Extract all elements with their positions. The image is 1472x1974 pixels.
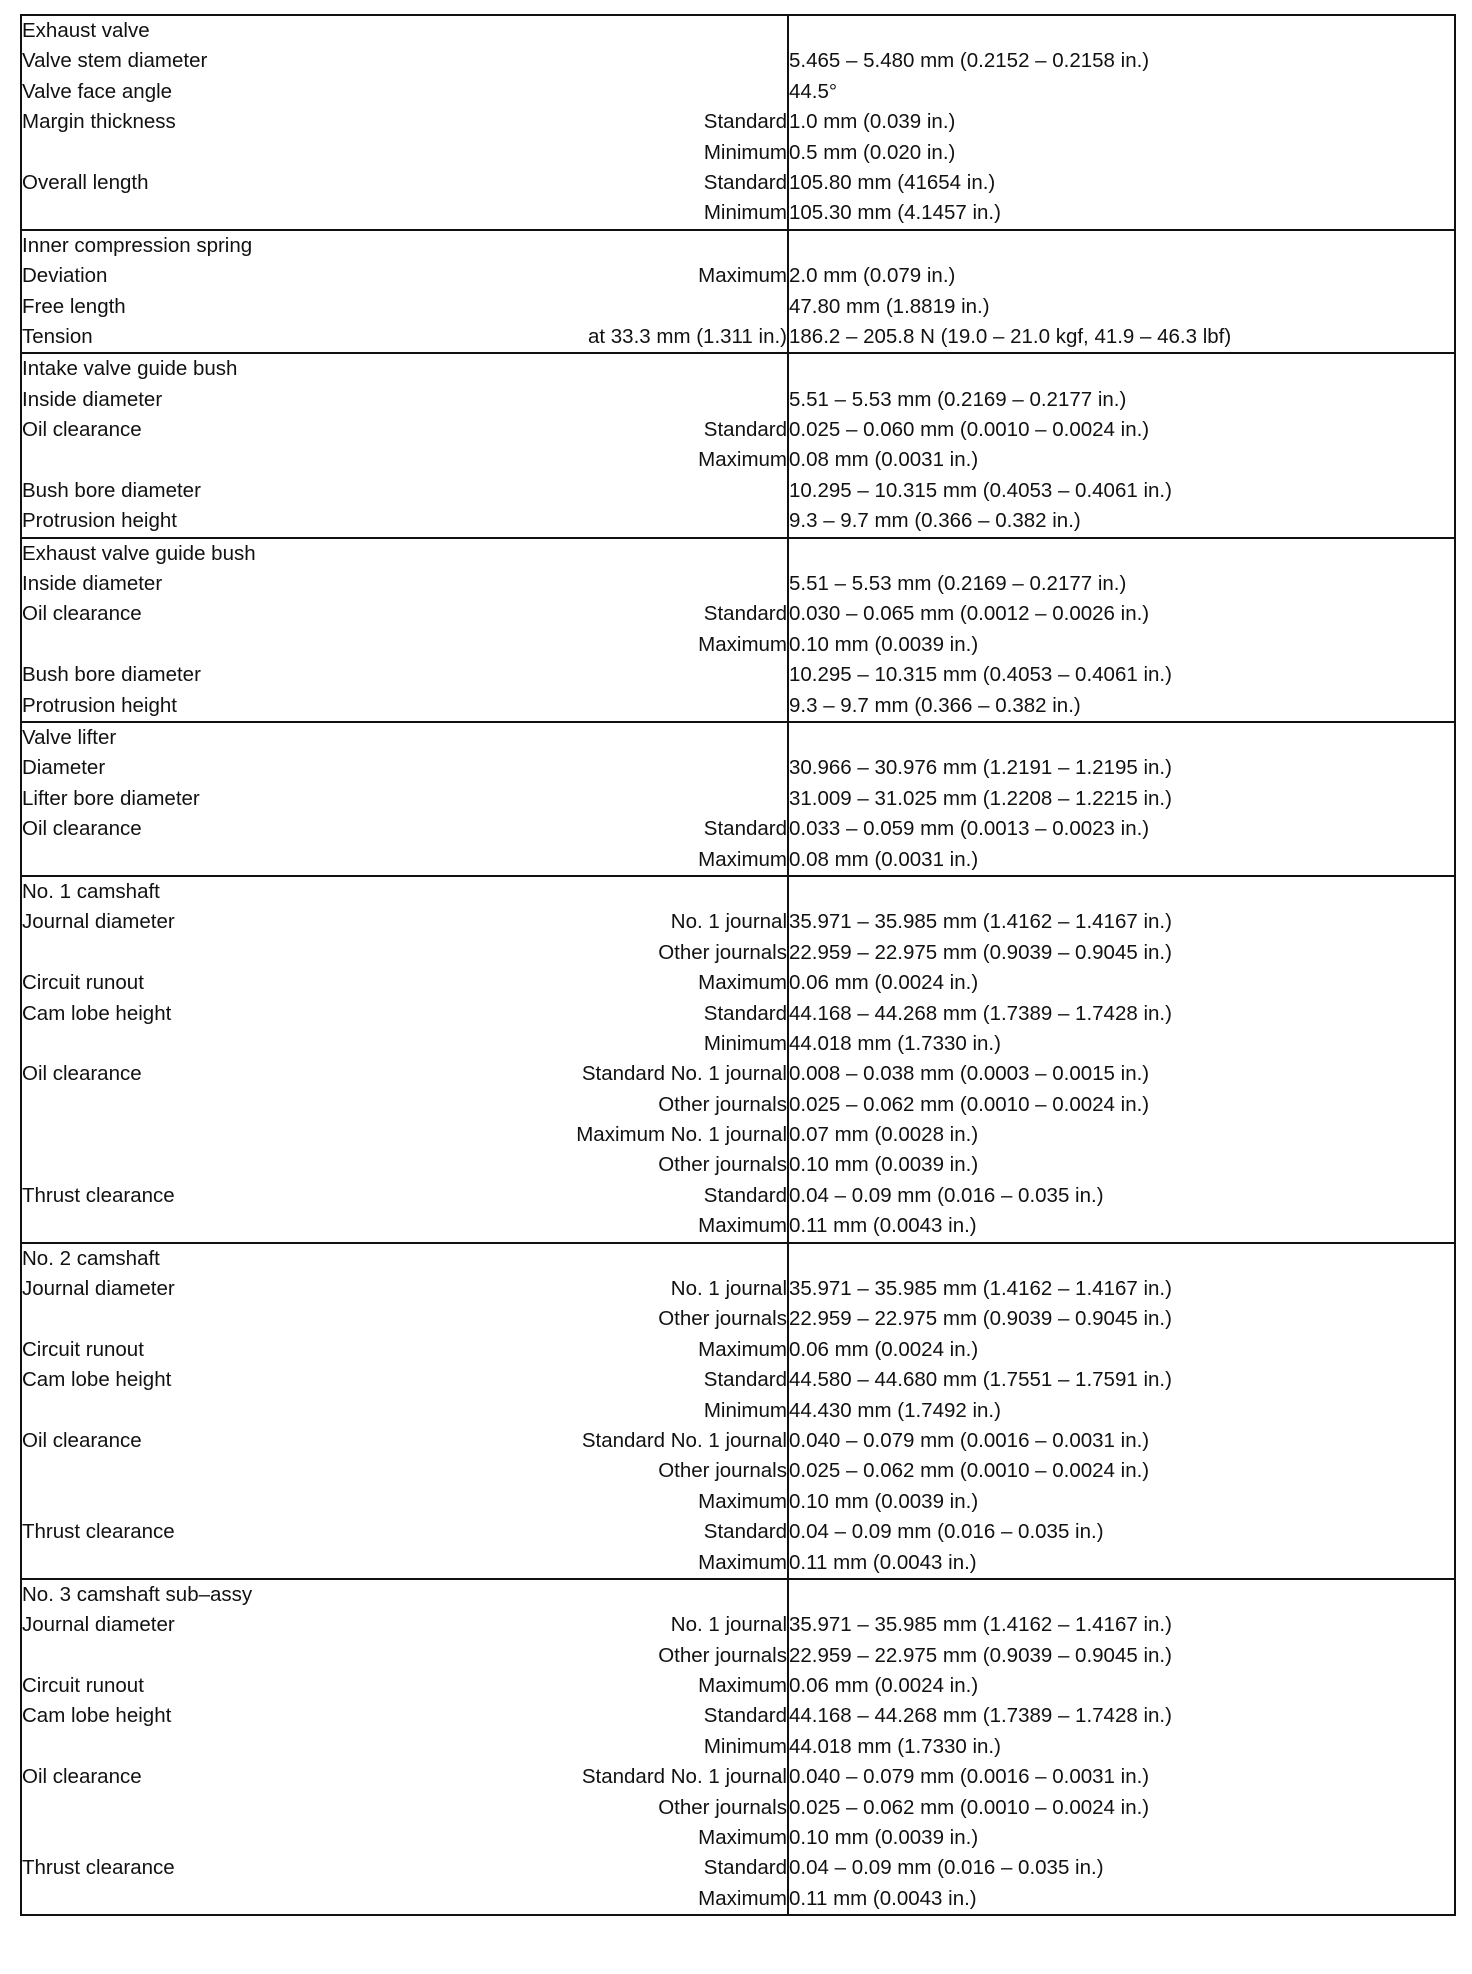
spec-parameter: Valve stem diameter	[22, 49, 208, 73]
spec-value: 0.11 mm (0.0043 in.)	[789, 1886, 977, 1910]
spec-condition: Standard	[703, 1704, 787, 1728]
spec-parameter: Circuit runout	[22, 971, 144, 995]
spec-row-label	[22, 691, 787, 721]
spec-value: 31.009 – 31.025 mm (1.2208 – 1.2215 in.)	[789, 786, 1172, 810]
section-title-spacer	[789, 16, 1454, 46]
spec-condition: at 33.3 mm (1.311 in.)	[587, 324, 787, 348]
spec-parameter: Thrust clearance	[22, 1520, 175, 1544]
spec-value: 44.430 mm (1.7492 in.)	[789, 1398, 1001, 1422]
spec-row-label	[22, 599, 787, 629]
spec-row-label	[22, 1304, 787, 1334]
spec-condition: Maximum	[698, 1826, 787, 1850]
spec-condition: Maximum No. 1 journal	[576, 1123, 787, 1147]
spec-value: 0.06 mm (0.0024 in.)	[789, 1674, 979, 1698]
spec-value: 0.08 mm (0.0031 in.)	[789, 448, 979, 472]
spec-table	[20, 14, 1456, 1916]
spec-value: 0.11 mm (0.0043 in.)	[789, 1550, 977, 1574]
section-value-cell	[788, 1579, 1455, 1915]
spec-row-label	[22, 1396, 787, 1426]
spec-parameter: Bush bore diameter	[22, 663, 201, 687]
spec-parameter: Journal diameter	[22, 1613, 175, 1637]
spec-row-label	[22, 1548, 787, 1578]
spec-row-label	[22, 1211, 787, 1241]
spec-row-label	[22, 999, 787, 1029]
section-title: No. 2 camshaft	[22, 1246, 160, 1270]
spec-row-label	[22, 845, 787, 875]
spec-value: 0.5 mm (0.020 in.)	[789, 140, 956, 164]
spec-value: 0.008 – 0.038 mm (0.0003 – 0.0015 in.)	[789, 1062, 1150, 1086]
spec-value: 0.08 mm (0.0031 in.)	[789, 847, 979, 871]
spec-value: 0.06 mm (0.0024 in.)	[789, 971, 979, 995]
spec-row-label	[22, 506, 787, 536]
spec-value: 44.168 – 44.268 mm (1.7389 – 1.7428 in.)	[789, 1704, 1172, 1728]
spec-section	[21, 1243, 1455, 1579]
spec-value: 0.025 – 0.062 mm (0.0010 – 0.0024 in.)	[789, 1459, 1150, 1483]
spec-condition: Other journals	[658, 1459, 787, 1483]
spec-row-label	[22, 385, 787, 415]
spec-parameter: Tension	[22, 324, 93, 348]
spec-value: 0.10 mm (0.0039 in.)	[789, 1489, 979, 1513]
spec-row-label	[22, 907, 787, 937]
spec-row-label	[22, 46, 787, 76]
section-title: Exhaust valve guide bush	[22, 541, 256, 565]
spec-row-label	[22, 322, 787, 352]
section-title-spacer	[789, 723, 1454, 753]
spec-value: 0.10 mm (0.0039 in.)	[789, 1153, 979, 1177]
spec-condition: Maximum	[698, 1550, 787, 1574]
spec-condition: Standard	[703, 170, 787, 194]
spec-value: 9.3 – 9.7 mm (0.366 – 0.382 in.)	[789, 509, 1081, 533]
spec-parameter: Margin thickness	[22, 110, 176, 134]
spec-row-label	[22, 107, 787, 137]
spec-value: 0.025 – 0.060 mm (0.0010 – 0.0024 in.)	[789, 418, 1150, 442]
spec-condition: Standard	[703, 1183, 787, 1207]
spec-row-label	[22, 1671, 787, 1701]
spec-condition: No. 1 journal	[670, 1277, 787, 1301]
spec-condition: Standard	[703, 817, 787, 841]
spec-condition: Minimum	[703, 140, 787, 164]
spec-parameter: Cam lobe height	[22, 1704, 172, 1728]
spec-parameter: Overall length	[22, 170, 149, 194]
section-title: Intake valve guide bush	[22, 357, 238, 381]
spec-row-label	[22, 938, 787, 968]
section-value-cell	[788, 1243, 1455, 1579]
spec-row-label	[22, 1793, 787, 1823]
spec-row-label	[22, 814, 787, 844]
section-title: Valve lifter	[22, 725, 117, 749]
spec-row-label	[22, 1365, 787, 1395]
spec-parameter: Diameter	[22, 756, 106, 780]
spec-row-label	[22, 1059, 787, 1089]
spec-condition: Maximum	[698, 847, 787, 871]
spec-condition: Standard	[703, 602, 787, 626]
spec-value: 22.959 – 22.975 mm (0.9039 – 0.9045 in.)	[789, 940, 1172, 964]
spec-value: 5.51 – 5.53 mm (0.2169 – 0.2177 in.)	[789, 572, 1127, 596]
spec-value: 22.959 – 22.975 mm (0.9039 – 0.9045 in.)	[789, 1307, 1172, 1331]
spec-value: 5.465 – 5.480 mm (0.2152 – 0.2158 in.)	[789, 49, 1150, 73]
spec-row-label	[22, 1762, 787, 1792]
spec-condition: Other journals	[658, 1795, 787, 1819]
spec-parameter: Circuit runout	[22, 1337, 144, 1361]
spec-condition: Maximum	[698, 1674, 787, 1698]
spec-row-label	[22, 660, 787, 690]
spec-parameter: Oil clearance	[22, 1765, 142, 1789]
spec-parameter: Oil clearance	[22, 418, 142, 442]
spec-condition: Standard No. 1 journal	[581, 1428, 787, 1452]
spec-table-body	[21, 15, 1455, 1915]
section-value-cell	[788, 538, 1455, 722]
section-value-cell	[788, 353, 1455, 537]
spec-value: 44.018 mm (1.7330 in.)	[789, 1031, 1001, 1055]
spec-condition: Maximum	[698, 264, 787, 288]
spec-condition: Maximum	[698, 1337, 787, 1361]
spec-row-label	[22, 292, 787, 322]
spec-value: 0.04 – 0.09 mm (0.016 – 0.035 in.)	[789, 1856, 1104, 1880]
spec-value: 0.025 – 0.062 mm (0.0010 – 0.0024 in.)	[789, 1795, 1150, 1819]
spec-condition: Standard	[703, 418, 787, 442]
spec-section	[21, 15, 1455, 230]
spec-value: 0.06 mm (0.0024 in.)	[789, 1337, 979, 1361]
spec-section	[21, 353, 1455, 537]
spec-condition: Standard No. 1 journal	[581, 1765, 787, 1789]
section-title: No. 3 camshaft sub–assy	[22, 1582, 253, 1606]
spec-row-label	[22, 1426, 787, 1456]
spec-condition: Minimum	[703, 1031, 787, 1055]
spec-value: 30.966 – 30.976 mm (1.2191 – 1.2195 in.)	[789, 756, 1172, 780]
section-title-spacer	[789, 354, 1454, 384]
spec-row-label	[22, 415, 787, 445]
spec-parameter: Inside diameter	[22, 572, 163, 596]
spec-section	[21, 722, 1455, 876]
section-title: No. 1 camshaft	[22, 879, 160, 903]
spec-row-label	[22, 1610, 787, 1640]
spec-value: 1.0 mm (0.039 in.)	[789, 110, 956, 134]
section-title: Exhaust valve	[22, 19, 150, 42]
section-value-cell	[788, 15, 1455, 230]
spec-condition: Maximum	[698, 1214, 787, 1238]
spec-condition: Other journals	[658, 940, 787, 964]
spec-value: 0.033 – 0.059 mm (0.0013 – 0.0023 in.)	[789, 817, 1150, 841]
spec-parameter: Thrust clearance	[22, 1183, 175, 1207]
spec-parameter: Oil clearance	[22, 602, 142, 626]
spec-value: 0.030 – 0.065 mm (0.0012 – 0.0026 in.)	[789, 602, 1150, 626]
spec-condition: Standard	[703, 1368, 787, 1392]
spec-value: 35.971 – 35.985 mm (1.4162 – 1.4167 in.)	[789, 1613, 1172, 1637]
spec-value: 0.04 – 0.09 mm (0.016 – 0.035 in.)	[789, 1520, 1104, 1544]
spec-row-label	[22, 1029, 787, 1059]
spec-section	[21, 876, 1455, 1243]
spec-row-label	[22, 198, 787, 228]
spec-row-label	[22, 77, 787, 107]
section-title-spacer	[789, 877, 1454, 907]
spec-parameter: Protrusion height	[22, 509, 177, 533]
spec-condition: Standard	[703, 1520, 787, 1544]
section-label-cell	[21, 15, 788, 230]
spec-condition: Other journals	[658, 1643, 787, 1667]
spec-parameter: Bush bore diameter	[22, 478, 201, 502]
section-title: Inner compression spring	[22, 233, 253, 257]
spec-condition: Other journals	[658, 1153, 787, 1177]
spec-condition: Standard	[703, 110, 787, 134]
section-label-cell	[21, 876, 788, 1243]
spec-section	[21, 1579, 1455, 1915]
section-value-cell	[788, 230, 1455, 354]
spec-value: 44.168 – 44.268 mm (1.7389 – 1.7428 in.)	[789, 1001, 1172, 1025]
spec-row-label	[22, 1487, 787, 1517]
spec-row-label	[22, 753, 787, 783]
spec-row-label	[22, 968, 787, 998]
spec-value: 44.580 – 44.680 mm (1.7551 – 1.7591 in.)	[789, 1368, 1172, 1392]
spec-condition: Minimum	[703, 1734, 787, 1758]
spec-value: 0.040 – 0.079 mm (0.0016 – 0.0031 in.)	[789, 1765, 1150, 1789]
spec-row-label	[22, 138, 787, 168]
spec-row-label	[22, 1517, 787, 1547]
spec-value: 5.51 – 5.53 mm (0.2169 – 0.2177 in.)	[789, 387, 1127, 411]
spec-value: 0.04 – 0.09 mm (0.016 – 0.035 in.)	[789, 1183, 1104, 1207]
spec-value: 0.025 – 0.062 mm (0.0010 – 0.0024 in.)	[789, 1092, 1150, 1116]
spec-row-label	[22, 569, 787, 599]
section-label-cell	[21, 230, 788, 354]
spec-condition: Minimum	[703, 1398, 787, 1422]
spec-value: 0.10 mm (0.0039 in.)	[789, 1826, 979, 1850]
spec-row-label	[22, 1641, 787, 1671]
spec-parameter: Inside diameter	[22, 387, 163, 411]
spec-value: 0.11 mm (0.0043 in.)	[789, 1214, 977, 1238]
spec-row-label	[22, 1335, 787, 1365]
spec-value: 35.971 – 35.985 mm (1.4162 – 1.4167 in.)	[789, 910, 1172, 934]
spec-row-label	[22, 630, 787, 660]
section-label-cell	[21, 1243, 788, 1579]
spec-value: 0.07 mm (0.0028 in.)	[789, 1123, 979, 1147]
section-label-cell	[21, 722, 788, 876]
spec-row-label	[22, 1274, 787, 1304]
spec-condition: Maximum	[698, 1886, 787, 1910]
spec-parameter: Oil clearance	[22, 1062, 142, 1086]
spec-condition: Maximum	[698, 632, 787, 656]
spec-row-label	[22, 261, 787, 291]
spec-value: 44.5°	[789, 79, 838, 103]
spec-value: 47.80 mm (1.8819 in.)	[789, 294, 990, 318]
spec-condition: Minimum	[703, 201, 787, 225]
spec-row-label	[22, 168, 787, 198]
section-label-cell	[21, 1579, 788, 1915]
spec-value: 44.018 mm (1.7330 in.)	[789, 1734, 1001, 1758]
spec-condition: Maximum	[698, 1489, 787, 1513]
spec-condition: No. 1 journal	[670, 1613, 787, 1637]
spec-parameter: Circuit runout	[22, 1674, 144, 1698]
spec-value: 9.3 – 9.7 mm (0.366 – 0.382 in.)	[789, 693, 1081, 717]
section-title-spacer	[789, 1244, 1454, 1274]
section-title-spacer	[789, 1580, 1454, 1610]
spec-parameter: Free length	[22, 294, 126, 318]
spec-condition: Maximum	[698, 971, 787, 995]
spec-value: 10.295 – 10.315 mm (0.4053 – 0.4061 in.)	[789, 478, 1172, 502]
spec-condition: Other journals	[658, 1092, 787, 1116]
spec-condition: No. 1 journal	[670, 910, 787, 934]
spec-parameter: Deviation	[22, 264, 108, 288]
spec-row-label	[22, 1150, 787, 1180]
spec-parameter: Valve face angle	[22, 79, 173, 103]
section-label-cell	[21, 538, 788, 722]
spec-condition: Maximum	[698, 448, 787, 472]
section-title-spacer	[789, 231, 1454, 261]
section-value-cell	[788, 722, 1455, 876]
spec-row-label	[22, 1884, 787, 1914]
spec-row-label	[22, 445, 787, 475]
spec-condition: Standard	[703, 1001, 787, 1025]
section-value-cell	[788, 876, 1455, 1243]
spec-value: 0.040 – 0.079 mm (0.0016 – 0.0031 in.)	[789, 1428, 1150, 1452]
spec-value: 2.0 mm (0.079 in.)	[789, 264, 956, 288]
spec-row-label	[22, 784, 787, 814]
spec-value: 105.30 mm (4.1457 in.)	[789, 201, 1001, 225]
spec-parameter: Oil clearance	[22, 1428, 142, 1452]
spec-row-label	[22, 1181, 787, 1211]
spec-condition: Other journals	[658, 1307, 787, 1331]
spec-parameter: Oil clearance	[22, 817, 142, 841]
spec-parameter: Cam lobe height	[22, 1001, 172, 1025]
spec-value: 105.80 mm (41654 in.)	[789, 170, 996, 194]
spec-parameter: Lifter bore diameter	[22, 786, 200, 810]
spec-condition: Standard No. 1 journal	[581, 1062, 787, 1086]
spec-parameter: Journal diameter	[22, 1277, 175, 1301]
spec-row-label	[22, 1823, 787, 1853]
spec-section	[21, 538, 1455, 722]
spec-parameter: Protrusion height	[22, 693, 177, 717]
spec-value: 22.959 – 22.975 mm (0.9039 – 0.9045 in.)	[789, 1643, 1172, 1667]
spec-section	[21, 230, 1455, 354]
spec-value: 10.295 – 10.315 mm (0.4053 – 0.4061 in.)	[789, 663, 1172, 687]
spec-row-label	[22, 1120, 787, 1150]
spec-condition: Standard	[703, 1856, 787, 1880]
spec-row-label	[22, 476, 787, 506]
spec-parameter: Thrust clearance	[22, 1856, 175, 1880]
spec-parameter: Journal diameter	[22, 910, 175, 934]
spec-row-label	[22, 1701, 787, 1731]
spec-value: 0.10 mm (0.0039 in.)	[789, 632, 979, 656]
spec-row-label	[22, 1853, 787, 1883]
spec-row-label	[22, 1090, 787, 1120]
spec-row-label	[22, 1732, 787, 1762]
spec-row-label	[22, 1456, 787, 1486]
spec-parameter: Cam lobe height	[22, 1368, 172, 1392]
section-title-spacer	[789, 539, 1454, 569]
section-label-cell	[21, 353, 788, 537]
spec-value: 186.2 – 205.8 N (19.0 – 21.0 kgf, 41.9 – 46.3 lbf)	[789, 324, 1232, 348]
spec-value: 35.971 – 35.985 mm (1.4162 – 1.4167 in.)	[789, 1277, 1172, 1301]
